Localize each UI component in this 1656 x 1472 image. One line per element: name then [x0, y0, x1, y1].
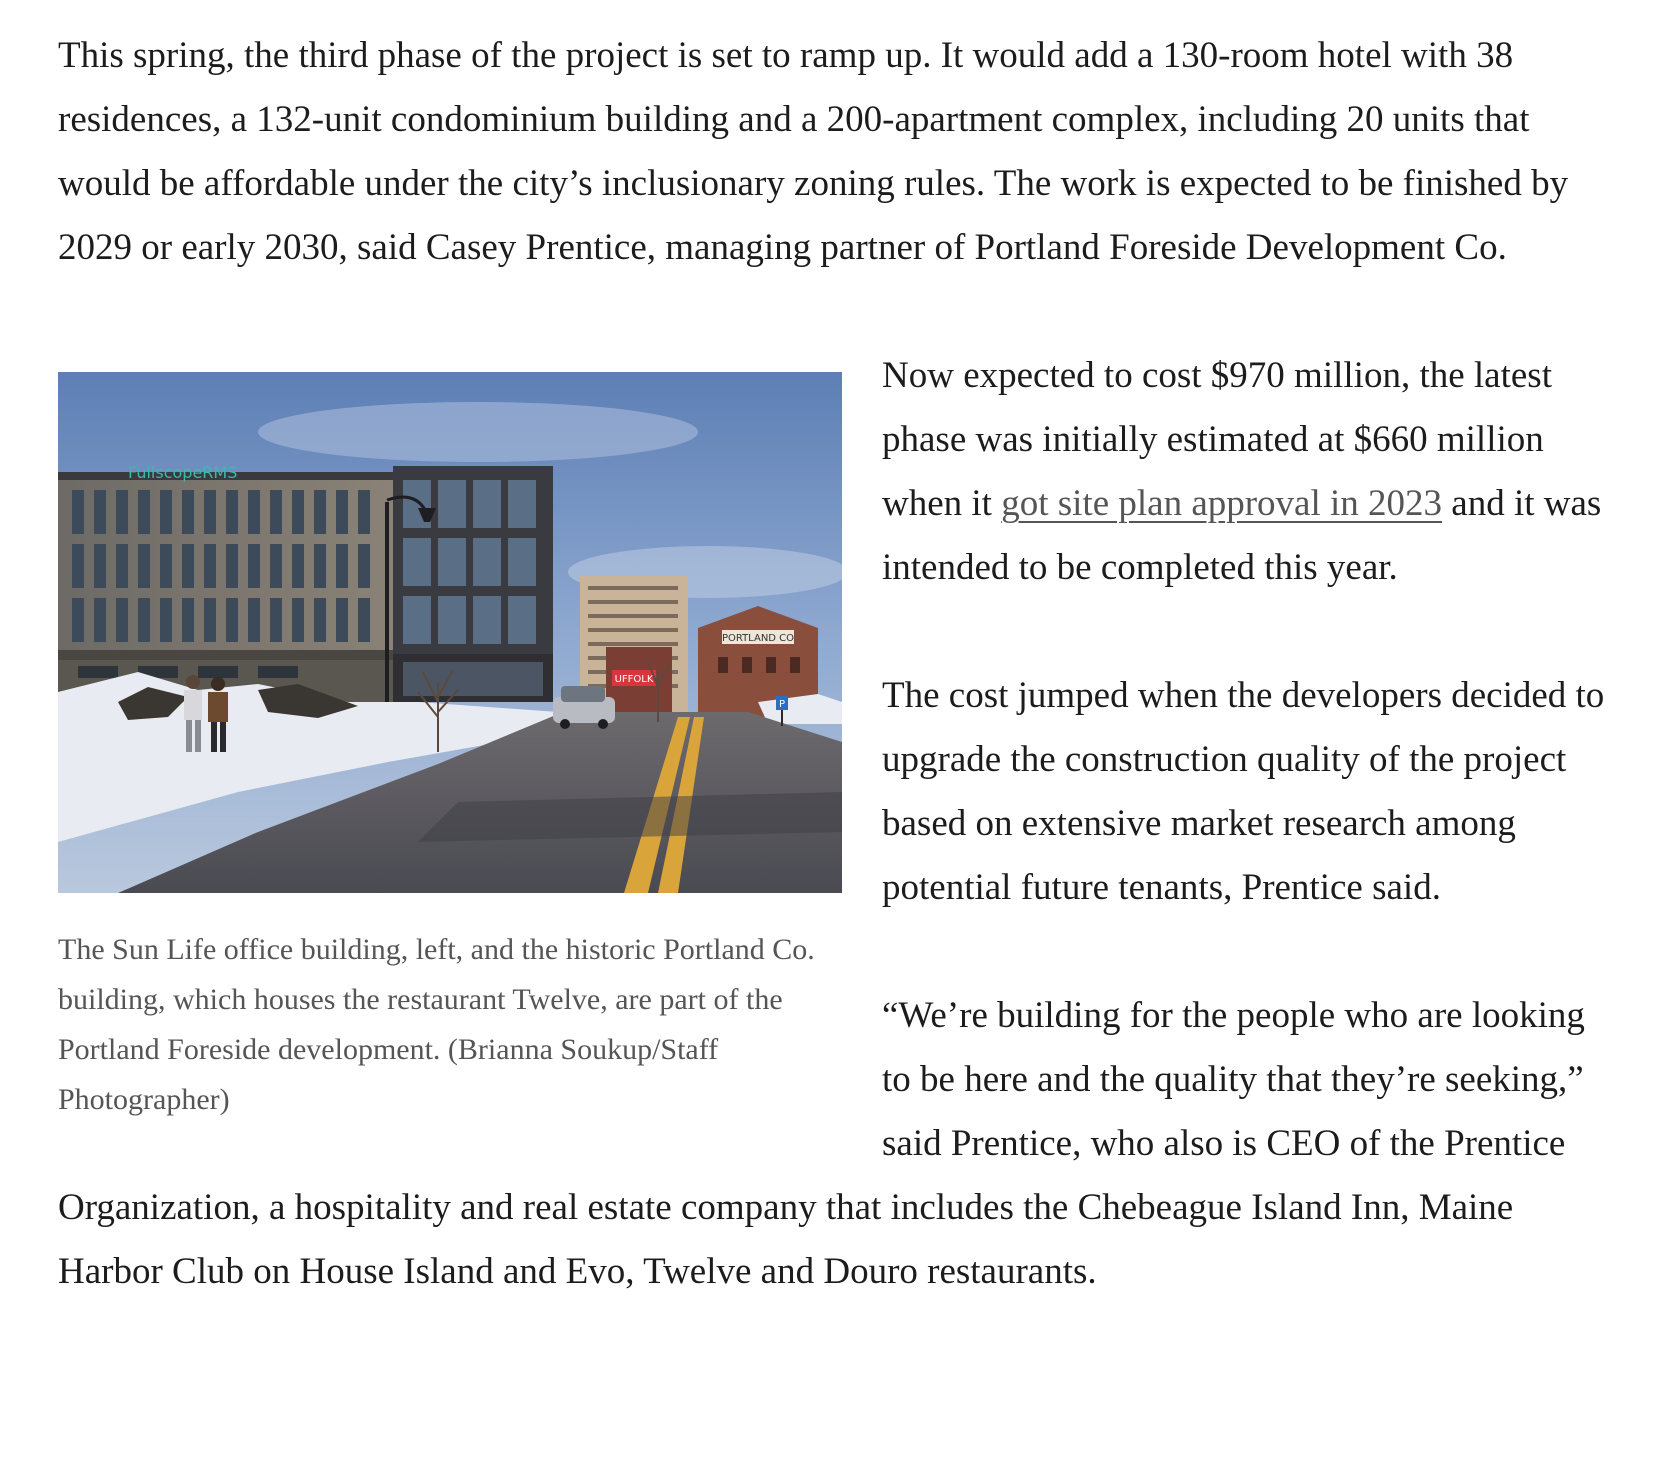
paragraph-1: This spring, the third phase of the project is set to ramp up. It would add a 130-room hotel with 38 residences, a 132-unit condominium building and a 200-apartment complex, including 20 units that would be affordable under the city’s inclusionary zoning rules. The work is expected to be finished by 2029 or early 2030, said Casey Prentice, managing partner of Portland Foreside Development Co. [58, 35, 1569, 268]
figure-caption: The Sun Life office building, left, and the historic Portland Co. building, which houses the restaurant Twelve, are part of the Portland Foreside development. (Brianna Soukup/Staff Photographer) [58, 933, 815, 1116]
paragraph-4: “We’re building for the people who are looking to be here and the quality that they’re seeking,” said Prentice, who also is CEO of the Prentice Organization, a hospitality and real estate company that includes the Chebeague Island Inn, Maine Harbor Club on House Island and Evo, Twelve and Douro restaurants. [58, 995, 1585, 1292]
parking-sign: P [778, 699, 786, 710]
paragraph-2-text-start: Now expected to cost $970 million, the latest phase was initially estimated at $660 million when it [882, 355, 1552, 524]
article-figure [58, 372, 842, 1125]
brick-building-sign: PORTLAND CO [721, 633, 795, 644]
office-building-sign: FullscopeRMS [128, 463, 238, 482]
article-body [58, 24, 1618, 1304]
site-plan-approval-link[interactable]: got site plan approval in 2023 [1001, 483, 1443, 524]
street-photo [58, 372, 842, 893]
paragraph-2-text-end: and it was intended to be completed this year. [882, 483, 1602, 588]
store-sign: UFFOLK [614, 674, 654, 685]
paragraph-3: The cost jumped when the developers decided to upgrade the construction quality of the project based on extensive market research among potential future tenants, Prentice said. [882, 675, 1605, 908]
